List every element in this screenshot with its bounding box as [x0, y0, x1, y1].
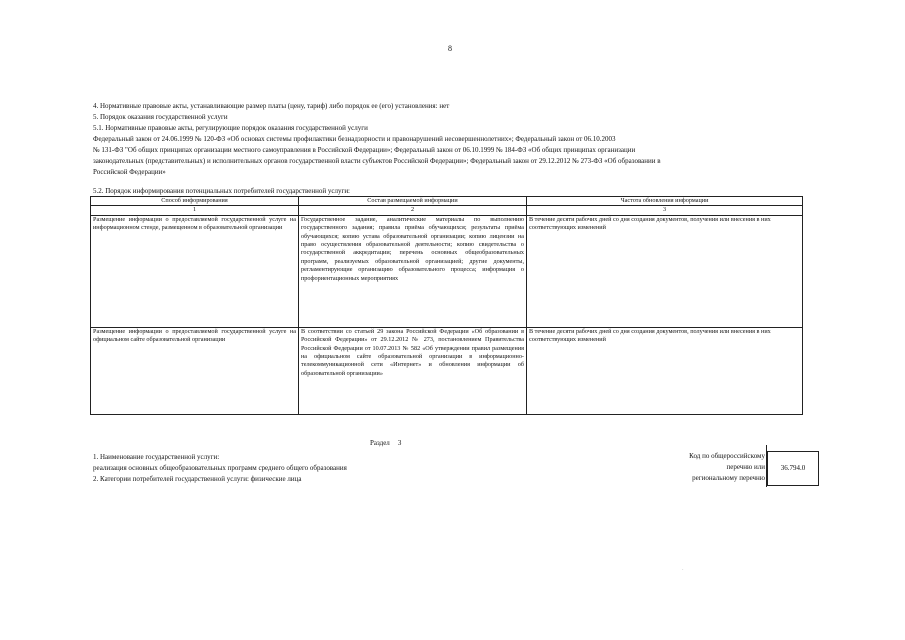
cell-content: Государственное задание, аналитические материалы по выполнению государственного задания; правила приёма обучающихся; результаты приёма обучающихся; копию устава образовательной организации; копию лицензии на право осуществления образовательной деятельности; копию свидетельства о государственной аккредитации; перечень основных общеобразовательных программ, реализуемых образовательной организацией; другие документы, регламентирующие организацию образовательного процесса; информация о профориентационных мероприятиях [299, 215, 527, 327]
code-value-box: 36.794.0 [767, 451, 819, 486]
paragraph-5: 5. Порядок оказания государственной услуги [93, 113, 228, 121]
scan-speck: · [682, 568, 684, 573]
service-name-label: 1. Наименование государственной услуги: [93, 453, 220, 461]
paragraph-4: 4. Нормативные правовые акты, устанавливающие размер платы (цену, тариф) либо порядок ее (его) установления: нет [93, 102, 450, 110]
code-label-line-3: региональному перечню [692, 474, 765, 482]
information-table [90, 196, 803, 415]
consumer-category: 2. Категории потребителей государственной услуги: физические лица [93, 475, 302, 483]
header-content: Состав размещаемой информации [299, 197, 527, 206]
laws-line-3: законодательных (представительных) и исполнительных органов государственной власти субъектов Российской Федерации»; Федеральный закон от 29.12.2012 № 273-ФЗ «Об образовании в [93, 157, 661, 165]
cell-frequency: В течение десяти рабочих дней со дня создания документов, получения или внесения в них соответствующих изменений [527, 215, 803, 327]
service-name-value: реализация основных общеобразовательных программ среднего общего образования [93, 464, 347, 472]
section-number: 3 [397, 439, 402, 447]
laws-line-4: Российской Федерации» [93, 168, 166, 176]
table-row [91, 215, 803, 327]
cell-frequency: В течение десяти рабочих дней со дня создания документов, получения или внесения в них соответствующих изменений [527, 327, 803, 414]
section-heading [370, 439, 401, 447]
table-row [91, 327, 803, 414]
header-method: Способ информирования [91, 197, 299, 206]
column-number: 2 [299, 206, 527, 215]
laws-line-2: № 131-ФЗ "Об общих принципах организации местного самоуправления в Российской Федерации»; Федеральный закон от 06.10.1999 № 184-ФЗ «Об общих принципах организации [93, 146, 636, 154]
cell-content: В соответствии со статьей 29 закона Российской Федерации «Об образовании в Российской Федерации» от 29.12.2012 № 273, постановлением Правительства Российской Федерации от 10.07.2013 № 582 «Об утверждении правил размещения на официальном сайте образовательной организации в информационно-телекоммуникационной сети «Интернет» и обновления информации об образовательной организации» [299, 327, 527, 414]
column-number: 3 [527, 206, 803, 215]
header-frequency: Частота обновления информации [527, 197, 803, 206]
paragraph-5-1: 5.1. Нормативные правовые акты, регулирующие порядок оказания государственной услуги [93, 124, 368, 132]
page-number: 8 [448, 44, 452, 53]
paragraph-5-2: 5.2. Порядок информирования потенциальных потребителей государственной услуги: [93, 187, 351, 195]
table-header-row [91, 197, 803, 206]
column-number: 1 [91, 206, 299, 215]
laws-line-1: Федеральный закон от 24.06.1999 № 120-ФЗ «Об основах системы профилактики безнадзорности и правонарушений несовершеннолетних»; Федеральный закон от 06.10.2003 [93, 135, 616, 143]
code-label-line-2: перечню или [726, 463, 765, 471]
code-label-line-1: Код по общероссийскому [689, 452, 765, 460]
cell-method: Размещение информации о предоставляемой государственной услуге на официальном сайте образовательной организации [91, 327, 299, 414]
section-label: Раздел [370, 439, 390, 447]
cell-method: Размещение информации о предоставляемой государственной услуге на информационном стенде, размещенном в образовательной организации [91, 215, 299, 327]
table-number-row [91, 206, 803, 215]
